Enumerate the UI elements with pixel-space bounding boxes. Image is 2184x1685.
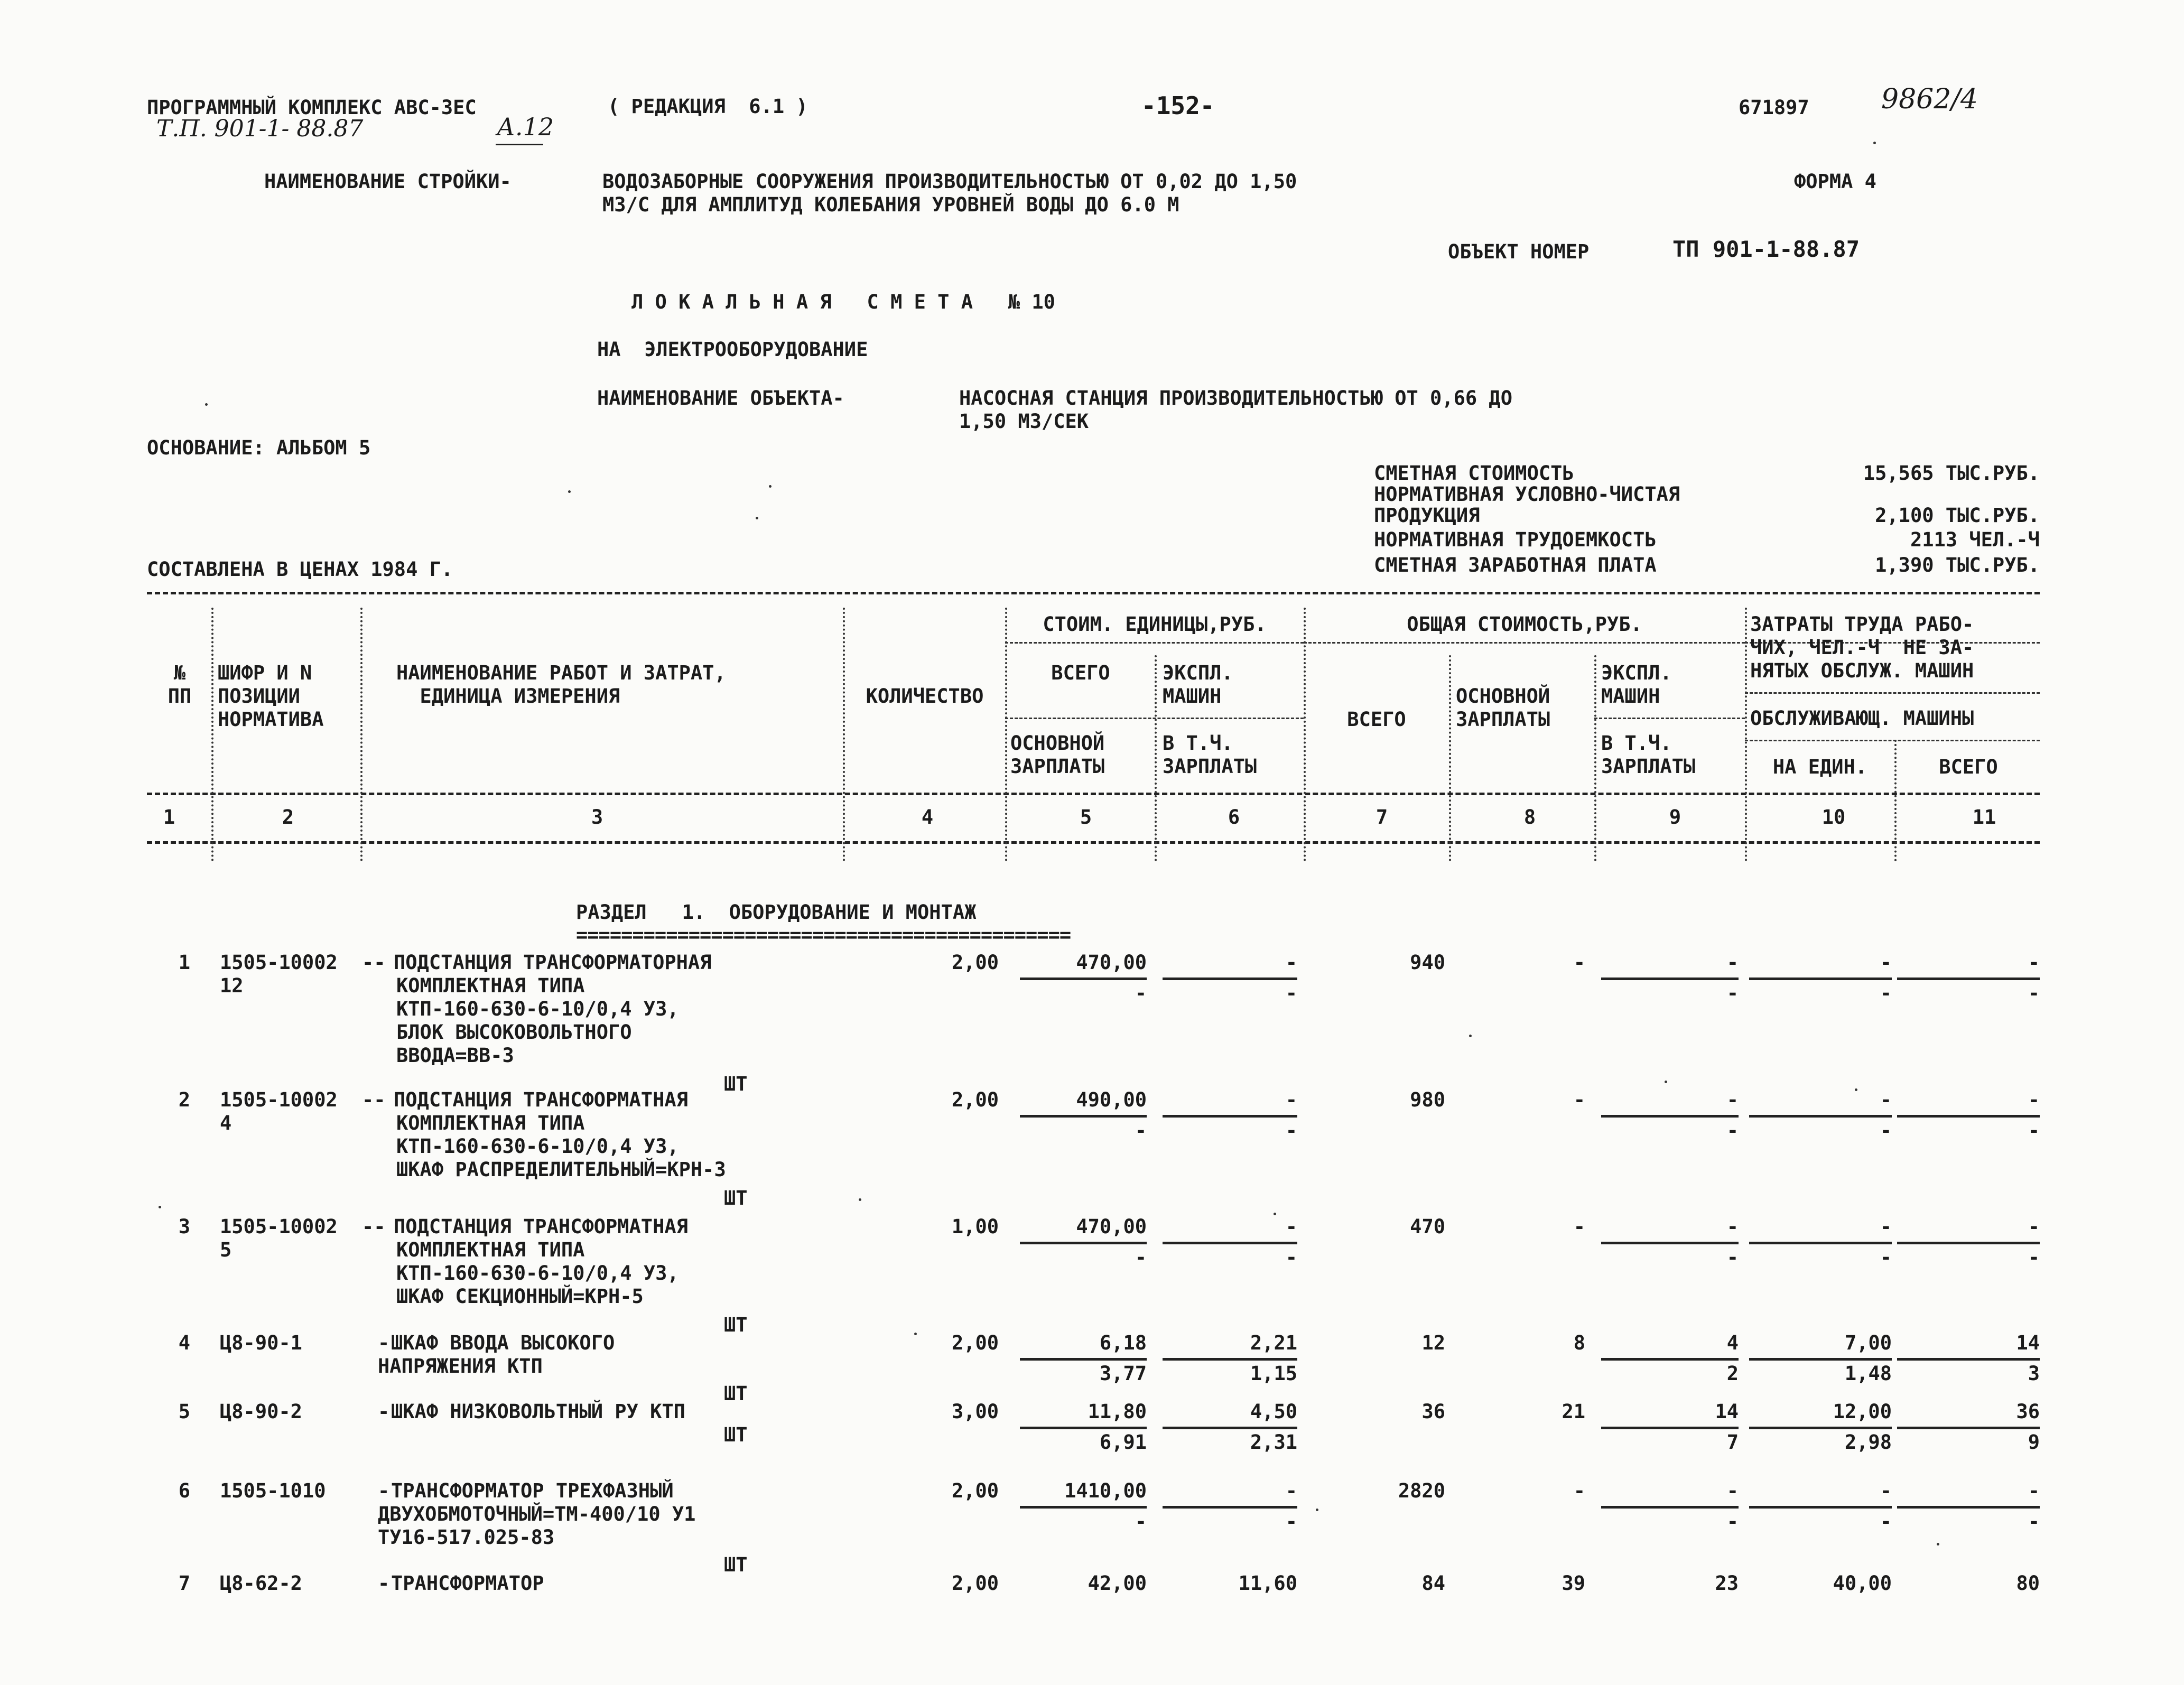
col-header-per-unit: НА ЕДИН. — [1772, 756, 1867, 778]
object-number: ТП 901-1-88.87 — [1672, 236, 1860, 262]
cell-divider-line — [1020, 1506, 1147, 1509]
cell-divider-line — [1749, 1506, 1892, 1509]
row-c5: 1410,00 — [1064, 1479, 1147, 1502]
row-quantity: 2,00 — [951, 1479, 999, 1502]
row-c6: - — [1285, 1479, 1297, 1502]
cell-divider-line — [1897, 1358, 2040, 1361]
row-name-line: ПОДСТАНЦИЯ ТРАНСФОРМАТНАЯ — [394, 1088, 688, 1111]
dash-connector: - — [378, 1479, 390, 1502]
row-code: 1505-10002 — [220, 1215, 338, 1238]
cell-divider-line — [1749, 1427, 1892, 1429]
row-name-line: ТУ16-517.025-83 — [378, 1526, 555, 1549]
col-header-incl-salary: В Т.Ч. ЗАРПЛАТЫ — [1163, 732, 1257, 778]
summary-label: СМЕТНАЯ ЗАРАБОТНАЯ ПЛАТА — [1374, 554, 1657, 576]
scan-speck — [769, 485, 772, 488]
row-c8: 39 — [1562, 1572, 1585, 1595]
estimate-title: Л О К А Л Ь Н А Я С М Е Т А № 10 — [631, 291, 1055, 313]
construction-line-1: ВОДОЗАБОРНЫЕ СООРУЖЕНИЯ ПРОИЗВОДИТЕЛЬНОСТЬЮ ОТ 0,02 ДО 1,50 — [602, 170, 1297, 193]
summary-label: НОРМАТИВНАЯ ТРУДОЕМКОСТЬ — [1374, 528, 1657, 551]
object-name-label: НАИМЕНОВАНИЕ ОБЪЕКТА- — [597, 387, 844, 409]
header-subrule — [1594, 718, 1745, 719]
row-c6: 11,60 — [1238, 1572, 1297, 1595]
scan-speck — [1855, 1088, 1857, 1091]
scan-speck — [1873, 142, 1876, 144]
column-divider — [1594, 655, 1596, 861]
handwritten-reference: 9862/4 — [1881, 83, 1978, 115]
column-number: 9 — [1669, 806, 1681, 828]
row-name-line: НАПРЯЖЕНИЯ КТП — [378, 1355, 543, 1377]
row-c8: - — [1573, 1479, 1585, 1502]
summary-label: СМЕТНАЯ СТОИМОСТЬ — [1374, 462, 1574, 485]
scan-speck — [568, 490, 571, 493]
row-c11: 36 — [2016, 1400, 2040, 1423]
row-number: 4 — [178, 1332, 190, 1354]
row-code-continuation: 4 — [220, 1112, 232, 1134]
cell-divider-line — [1897, 1115, 2040, 1118]
row-c9: 14 — [1715, 1400, 1739, 1423]
row-number: 3 — [178, 1215, 190, 1238]
table-bottom-rule — [147, 841, 2040, 844]
column-number: 3 — [591, 806, 603, 828]
row-code: 1505-10002 — [220, 1088, 338, 1111]
row-c10-machines: - — [1880, 1119, 1892, 1142]
section-underline: ============================================ — [576, 924, 1071, 946]
row-name-line: КТП-160-630-6-10/0,4 У3, — [396, 1262, 679, 1284]
row-c7: 12 — [1421, 1332, 1445, 1354]
row-c7: 940 — [1410, 951, 1445, 974]
row-c11: 80 — [2016, 1572, 2040, 1595]
column-divider — [1155, 655, 1157, 861]
table-top-rule — [147, 592, 2040, 594]
scan-speck — [756, 517, 758, 519]
row-name-line: КОМПЛЕКТНАЯ ТИПА — [396, 1112, 585, 1134]
row-name-line: ШКАФ ВВОДА ВЫСОКОГО — [391, 1332, 615, 1354]
object-number-label: ОБЪЕКТ НОМЕР — [1448, 240, 1590, 263]
row-name-line: ТРАНСФОРМАТОР ТРЕХФАЗНЫЙ — [391, 1479, 674, 1502]
cell-divider-line — [1601, 1115, 1739, 1118]
row-c11-empty: - — [2028, 1246, 2040, 1269]
row-name-line: ШКАФ НИЗКОВОЛЬТНЫЙ РУ КТП — [391, 1400, 685, 1423]
column-divider — [1304, 608, 1306, 861]
row-unit: ШТ — [724, 1187, 748, 1209]
cell-divider-line — [1020, 978, 1147, 980]
row-number: 5 — [178, 1400, 190, 1423]
row-name-line: КОМПЛЕКТНАЯ ТИПА — [396, 1239, 585, 1261]
row-name-line: ШКАФ РАСПРЕДЕЛИТЕЛЬНЫЙ=КРН-3 — [396, 1158, 726, 1181]
scan-speck — [1316, 1509, 1318, 1511]
cell-divider-line — [1020, 1427, 1147, 1429]
row-unit: ШТ — [724, 1553, 748, 1576]
row-c10: - — [1880, 1479, 1892, 1502]
dash-connector: - — [378, 1332, 390, 1354]
col-header-total-salary: ОСНОВНОЙ ЗАРПЛАТЫ — [1456, 685, 1550, 731]
edition: ( РЕДАКЦИЯ 6.1 ) — [608, 95, 808, 118]
column-number: 7 — [1376, 806, 1388, 828]
row-quantity: 3,00 — [951, 1400, 999, 1423]
cell-divider-line — [1749, 1358, 1892, 1361]
row-c6-salary: 2,31 — [1250, 1431, 1297, 1454]
cell-divider-line — [1749, 978, 1892, 980]
column-number: 6 — [1228, 806, 1240, 828]
header-subrule — [1005, 642, 1304, 644]
cell-divider-line — [1601, 1506, 1739, 1509]
cell-divider-line — [1897, 1506, 2040, 1509]
cell-divider-line — [1020, 1115, 1147, 1118]
program-name: ПРОГРАММНЫЙ КОМПЛЕКС АВС-ЗЕС — [147, 96, 477, 119]
row-code-continuation: 12 — [220, 974, 244, 997]
row-c6: - — [1285, 951, 1297, 974]
cell-divider-line — [1601, 1242, 1739, 1244]
row-c10: - — [1880, 1088, 1892, 1111]
section-title: РАЗДЕЛ 1. ОБОРУДОВАНИЕ И МОНТАЖ — [576, 901, 977, 924]
cell-divider-line — [1897, 1242, 2040, 1244]
row-name-line: ДВУХОБМОТОЧНЫЙ=ТМ-400/10 У1 — [378, 1503, 696, 1525]
col-header-total-cost: ОБЩАЯ СТОИМОСТЬ,РУБ. — [1407, 613, 1642, 636]
estimate-subject: НА ЭЛЕКТРООБОРУДОВАНИЕ — [597, 338, 868, 361]
row-c5: 6,18 — [1099, 1332, 1147, 1354]
row-unit: ШТ — [724, 1314, 748, 1336]
scan-speck — [1469, 1035, 1472, 1037]
row-c8: - — [1573, 1215, 1585, 1238]
cell-divider-line — [1163, 1506, 1297, 1509]
row-c7: 2820 — [1398, 1479, 1445, 1502]
row-name-line: ПОДСТАНЦИЯ ТРАНСФОРМАТОРНАЯ — [394, 951, 712, 974]
row-c11: 14 — [2016, 1332, 2040, 1354]
row-c6: - — [1285, 1215, 1297, 1238]
row-name-line: КОМПЛЕКТНАЯ ТИПА — [396, 974, 585, 997]
row-c6-salary: 1,15 — [1250, 1362, 1297, 1385]
col-header-unit-cost: СТОИМ. ЕДИНИЦЫ,РУБ. — [1043, 613, 1267, 636]
scan-speck — [1274, 1213, 1276, 1215]
row-c7: 36 — [1421, 1400, 1445, 1423]
mark-underline — [496, 144, 543, 145]
row-unit: ШТ — [724, 1423, 748, 1446]
row-c11: - — [2028, 1088, 2040, 1111]
row-code-continuation: 5 — [220, 1239, 232, 1261]
scan-speck — [914, 1333, 917, 1335]
row-c9-salary: - — [1726, 982, 1739, 1004]
form-label: ФОРМА 4 — [1794, 170, 1876, 193]
cell-divider-line — [1163, 1358, 1297, 1361]
row-c5-salary: 6,91 — [1099, 1431, 1147, 1454]
row-code: 1505-1010 — [220, 1479, 326, 1502]
row-c6: - — [1285, 1088, 1297, 1111]
object-name-line-2: 1,50 М3/СЕК — [959, 410, 1089, 433]
row-c9: - — [1726, 951, 1739, 974]
col-header-labor: ЗАТРАТЫ ТРУДА РАБО- ЧИХ, ЧЕЛ.-Ч НЕ ЗА- НЯТЫХ ОБСЛУЖ. МАШИН — [1750, 613, 1974, 682]
row-c9: - — [1726, 1479, 1739, 1502]
row-c11-empty: - — [2028, 1119, 2040, 1142]
scan-speck — [159, 1206, 161, 1208]
row-c9-salary: 2 — [1726, 1362, 1739, 1385]
column-number: 2 — [282, 806, 294, 828]
col-header-total-machines: ЭКСПЛ. МАШИН — [1601, 662, 1672, 707]
cell-divider-line — [1897, 1427, 2040, 1429]
header-subrule — [1304, 642, 1745, 644]
row-c5: 470,00 — [1076, 951, 1147, 974]
row-c10: - — [1880, 1215, 1892, 1238]
scan-speck — [1937, 1543, 1939, 1546]
row-c6: 4,50 — [1250, 1400, 1297, 1423]
row-c9-salary: 7 — [1726, 1431, 1739, 1454]
row-name-line: ПОДСТАНЦИЯ ТРАНСФОРМАТНАЯ — [394, 1215, 688, 1238]
dash-connector: -- — [362, 951, 386, 974]
row-c9: 23 — [1715, 1572, 1739, 1595]
row-c11: - — [2028, 1479, 2040, 1502]
row-number: 6 — [178, 1479, 190, 1502]
row-c11-empty: - — [2028, 1510, 2040, 1533]
col-header-total-incl-salary: В Т.Ч. ЗАРПЛАТЫ — [1601, 732, 1696, 778]
col-header-total: ВСЕГО — [1051, 662, 1110, 684]
row-number: 2 — [178, 1088, 190, 1111]
header-subrule — [1745, 692, 2040, 694]
row-c5-salary: 3,77 — [1099, 1362, 1147, 1385]
row-name-line: ТРАНСФОРМАТОР — [391, 1572, 544, 1595]
cell-divider-line — [1749, 1242, 1892, 1244]
construction-label: НАИМЕНОВАНИЕ СТРОЙКИ- — [264, 170, 512, 193]
row-c11: - — [2028, 1215, 2040, 1238]
row-c8: 8 — [1573, 1332, 1585, 1354]
row-quantity: 1,00 — [951, 1215, 999, 1238]
dash-connector: -- — [362, 1088, 386, 1111]
row-number: 1 — [178, 951, 190, 974]
row-c7: 470 — [1410, 1215, 1445, 1238]
row-c5-salary: - — [1135, 1119, 1147, 1142]
row-quantity: 2,00 — [951, 1572, 999, 1595]
basis: ОСНОВАНИЕ: АЛЬБОМ 5 — [147, 436, 371, 459]
row-c10: 12,00 — [1833, 1400, 1892, 1423]
row-c9: 4 — [1726, 1332, 1739, 1354]
col-header-code: ШИФР И N ПОЗИЦИИ НОРМАТИВА — [218, 662, 324, 731]
row-c11: - — [2028, 951, 2040, 974]
summary-label: НОРМАТИВНАЯ УСЛОВНО-ЧИСТАЯ — [1374, 483, 1680, 506]
row-c10-machines: 1,48 — [1844, 1362, 1892, 1385]
column-number: 10 — [1821, 806, 1846, 828]
row-c8: - — [1573, 951, 1585, 974]
scan-speck — [859, 1198, 861, 1201]
cell-divider-line — [1020, 1242, 1147, 1244]
summary-value: 2113 ЧЕЛ.-Ч — [1910, 528, 2040, 551]
row-c7: 84 — [1421, 1572, 1445, 1595]
col-header-number: № ПП — [168, 662, 192, 707]
summary-value: 2,100 ТЫС.РУБ. — [1875, 504, 2040, 527]
row-code: Ц8-62-2 — [220, 1572, 302, 1595]
summary-value: 15,565 ТЫС.РУБ. — [1863, 462, 2040, 485]
column-number: 1 — [163, 806, 175, 828]
table-header-rule — [147, 793, 2040, 795]
summary-label: ПРОДУКЦИЯ — [1374, 504, 1480, 527]
row-name-line: ШКАФ СЕКЦИОННЫЙ=КРН-5 — [396, 1285, 644, 1308]
row-c5-salary: - — [1135, 982, 1147, 1004]
row-c5: 490,00 — [1076, 1088, 1147, 1111]
document-code: 671897 — [1739, 96, 1809, 119]
column-number: 8 — [1523, 806, 1536, 828]
row-c5: 470,00 — [1076, 1215, 1147, 1238]
col-header-total-all: ВСЕГО — [1347, 708, 1406, 731]
cell-divider-line — [1163, 1115, 1297, 1118]
row-c11-machines: 3 — [2028, 1362, 2040, 1385]
row-c5: 42,00 — [1088, 1572, 1147, 1595]
row-c9: - — [1726, 1215, 1739, 1238]
col-header-quantity: КОЛИЧЕСТВО — [866, 685, 984, 707]
cell-divider-line — [1601, 1358, 1739, 1361]
row-c9-salary: - — [1726, 1119, 1739, 1142]
row-c9-salary: - — [1726, 1246, 1739, 1269]
cell-divider-line — [1601, 1427, 1739, 1429]
cell-divider-line — [1749, 1115, 1892, 1118]
row-code: Ц8-90-2 — [220, 1400, 302, 1423]
row-code: Ц8-90-1 — [220, 1332, 302, 1354]
row-quantity: 2,00 — [951, 951, 999, 974]
row-c6: 2,21 — [1250, 1332, 1297, 1354]
scan-speck — [1665, 1081, 1667, 1083]
page-number: -152- — [1141, 91, 1215, 120]
column-divider — [1005, 608, 1007, 861]
cell-divider-line — [1163, 1427, 1297, 1429]
cell-divider-line — [1601, 978, 1739, 980]
row-c8: 21 — [1562, 1400, 1585, 1423]
column-number: 11 — [1972, 806, 1996, 828]
header-subrule — [1745, 740, 2040, 741]
row-name-line: КТП-160-630-6-10/0,4 У3, — [396, 1135, 679, 1158]
cell-divider-line — [1020, 1358, 1147, 1361]
row-unit: ШТ — [724, 1073, 748, 1095]
row-c5-salary: - — [1135, 1510, 1147, 1533]
cell-divider-line — [1163, 1242, 1297, 1244]
col-header-labor-total: ВСЕГО — [1939, 756, 1998, 778]
row-c6-salary: - — [1285, 1510, 1297, 1533]
dash-connector: - — [378, 1400, 390, 1423]
summary-value: 1,390 ТЫС.РУБ. — [1875, 554, 2040, 576]
column-divider — [211, 608, 213, 861]
row-c10: - — [1880, 951, 1892, 974]
column-divider — [843, 608, 845, 861]
handwritten-tp-number: Т.П. 901-1- 88.87 — [156, 115, 364, 142]
column-divider — [1449, 655, 1451, 861]
row-quantity: 2,00 — [951, 1332, 999, 1354]
row-c10: 7,00 — [1844, 1332, 1892, 1354]
price-basis: СОСТАВЛЕНА В ЦЕНАХ 1984 Г. — [147, 558, 453, 581]
row-c6-salary: - — [1285, 1246, 1297, 1269]
header-subrule — [1005, 718, 1304, 719]
row-c5-salary: - — [1135, 1246, 1147, 1269]
column-divider — [1745, 608, 1747, 861]
row-c10-machines: - — [1880, 982, 1892, 1004]
column-number: 4 — [921, 806, 934, 828]
row-c5: 11,80 — [1088, 1400, 1147, 1423]
cell-divider-line — [1897, 978, 2040, 980]
row-name-line: БЛОК ВЫСОКОВОЛЬТНОГО — [396, 1021, 632, 1044]
dash-connector: - — [378, 1572, 390, 1595]
row-c10-machines: - — [1880, 1246, 1892, 1269]
row-c9-salary: - — [1726, 1510, 1739, 1533]
row-unit: ШТ — [724, 1382, 748, 1405]
row-c6-salary: - — [1285, 982, 1297, 1004]
col-header-base-salary: ОСНОВНОЙ ЗАРПЛАТЫ — [1010, 732, 1105, 778]
col-header-machines: ЭКСПЛ. МАШИН — [1163, 662, 1233, 707]
cell-divider-line — [1163, 978, 1297, 980]
col-header-labor-service: ОБСЛУЖИВАЮЩ. МАШИНЫ — [1750, 707, 1974, 730]
row-code: 1505-10002 — [220, 951, 338, 974]
row-quantity: 2,00 — [951, 1088, 999, 1111]
object-name-line-1: НАСОСНАЯ СТАНЦИЯ ПРОИЗВОДИТЕЛЬНОСТЬЮ ОТ 0,66 ДО — [959, 387, 1512, 409]
construction-line-2: М3/С ДЛЯ АМПЛИТУД КОЛЕБАНИЯ УРОВНЕЙ ВОДЫ ДО 6.0 М — [602, 193, 1179, 216]
row-c7: 980 — [1410, 1088, 1445, 1111]
handwritten-mark: А.12 — [497, 113, 554, 141]
row-c11-empty: - — [2028, 982, 2040, 1004]
row-number: 7 — [178, 1572, 190, 1595]
row-c9: - — [1726, 1088, 1739, 1111]
column-divider — [1894, 740, 1897, 861]
scan-speck — [205, 403, 208, 406]
row-c10-machines: - — [1880, 1510, 1892, 1533]
row-c11-machines: 9 — [2028, 1431, 2040, 1454]
column-divider — [360, 608, 363, 861]
row-c8: - — [1573, 1088, 1585, 1111]
column-number: 5 — [1080, 806, 1092, 828]
row-name-line: КТП-160-630-6-10/0,4 У3, — [396, 998, 679, 1020]
col-header-name: НАИМЕНОВАНИЕ РАБОТ И ЗАТРАТ, ЕДИНИЦА ИЗМЕРЕНИЯ — [396, 662, 726, 707]
row-c10-machines: 2,98 — [1844, 1431, 1892, 1454]
row-c6-salary: - — [1285, 1119, 1297, 1142]
row-name-line: ВВОДА=ВВ-3 — [396, 1044, 514, 1067]
dash-connector: -- — [362, 1215, 386, 1238]
row-c10: 40,00 — [1833, 1572, 1892, 1595]
